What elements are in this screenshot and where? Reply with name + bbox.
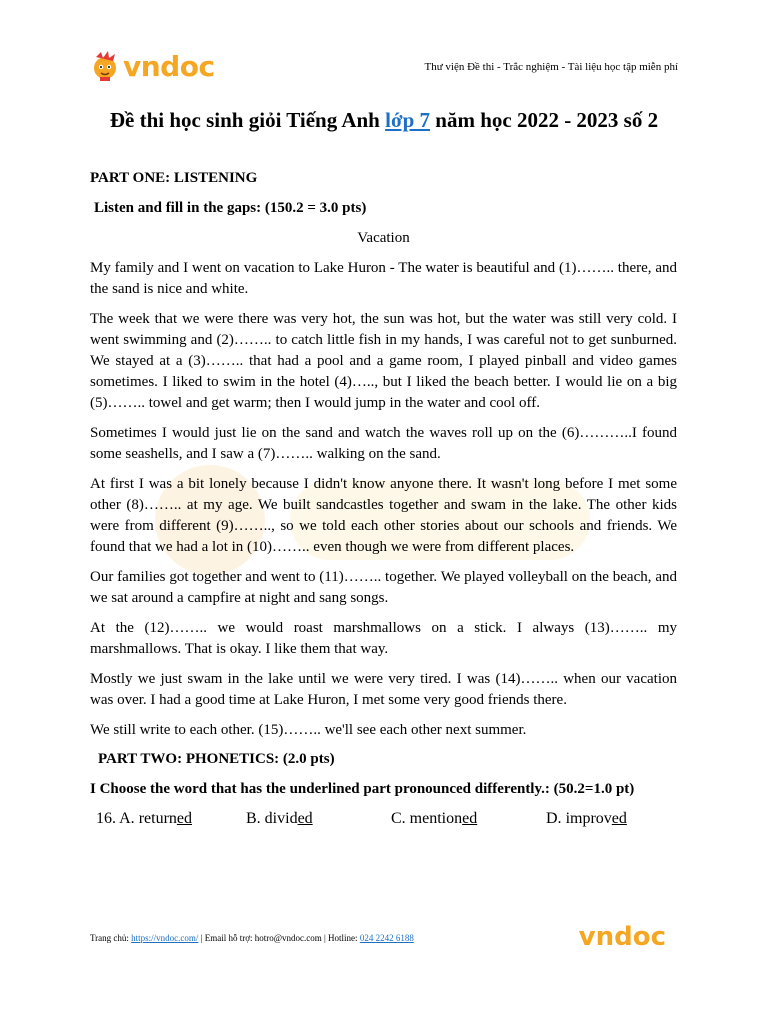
paragraph: At first I was a bit lonely because I didn't know anyone there. It wasn't long before I met some other (8)…….. at my age. We built sandcastles together and swam in the lake. The other kids were from different (9)…….., so we told each other stories about our schools and friends. We found that we had a lot in (10)…….. even though we were from different places. [90, 476, 677, 555]
part-two-heading: PART TWO: PHONETICS: (2.0 pts) [98, 751, 335, 767]
paragraph: The week that we were there was very hot, the sun was hot, but the water was still very cold. I went swimming and (2)…….. to catch little fish in my hands, I was careful not to get sunburned. We stayed at a (3)…….. that had a pool and a game room, I played pinball and video games sometimes. I liked to swim in the hotel (4)….., but I liked the beach better. I would lie on a big (5)…….. towel and get warm; then I would jump in the water and cool off. [90, 311, 677, 411]
option-b: B. divided [246, 810, 313, 827]
option-d: D. improved [546, 810, 627, 827]
header-tagline: Thư viện Đề thi - Trắc nghiệm - Tài liệu học tập miễn phí [424, 61, 678, 73]
vndoc-logo[interactable] [88, 46, 215, 86]
part-one-heading: PART ONE: LISTENING [90, 170, 258, 186]
page-header [88, 46, 678, 86]
option-a: 16. A. returned [96, 810, 192, 827]
logo-text: vndoc [123, 49, 215, 83]
footer-logo[interactable]: vndoc [578, 922, 666, 952]
paragraph: At the (12)…….. we would roast marshmallows on a stick. I always (13)…….. my marshmallows. That is okay. I like them that way. [90, 620, 677, 657]
page-footer [90, 922, 680, 952]
paragraph: We still write to each other. (15)…….. we'll see each other next summer. [90, 722, 527, 738]
part-one-instruction: Listen and fill in the gaps: (150.2 = 3.0 pts) [94, 200, 367, 216]
part-two-instruction: I Choose the word that has the underlined part pronounced differently.: (50.2=1.0 pt) [90, 781, 635, 797]
passage-title: Vacation [357, 230, 410, 246]
document-body [90, 168, 677, 829]
mascot-icon [88, 49, 122, 83]
question-16 [90, 808, 677, 829]
option-c: C. mentioned [391, 810, 478, 827]
home-link[interactable]: https://vndoc.com/ [131, 933, 199, 943]
page-title: Đề thi học sinh giỏi Tiếng Anh lớp 7 năm học 2022 - 2023 số 2 [109, 108, 659, 132]
hotline-link[interactable]: 024 2242 6188 [359, 933, 414, 943]
paragraph: Mostly we just swam in the lake until we were very tired. I was (14)…….. when our vacation was over. I had a good time at Lake Huron, I met some very good friends there. [90, 671, 677, 708]
grade-link[interactable]: lớp 7 [385, 108, 431, 132]
paragraph: Our families got together and went to (11)…….. together. We played volleyball on the beach, and we sat around a campfire at night and sang songs. [90, 569, 677, 606]
paragraph: My family and I went on vacation to Lake Huron - The water is beautiful and (1)…….. there, and the sand is nice and white. [90, 260, 677, 297]
paragraph: Sometimes I would just lie on the sand and watch the waves roll up on the (6)………..I found some seashells, and I saw a (7)…….. walking on the sand. [90, 425, 677, 462]
footer-contact: Trang chủ: https://vndoc.com/ | Email hỗ trợ: hotro@vndoc.com | Hotline: 024 2242 6188 [90, 933, 414, 943]
